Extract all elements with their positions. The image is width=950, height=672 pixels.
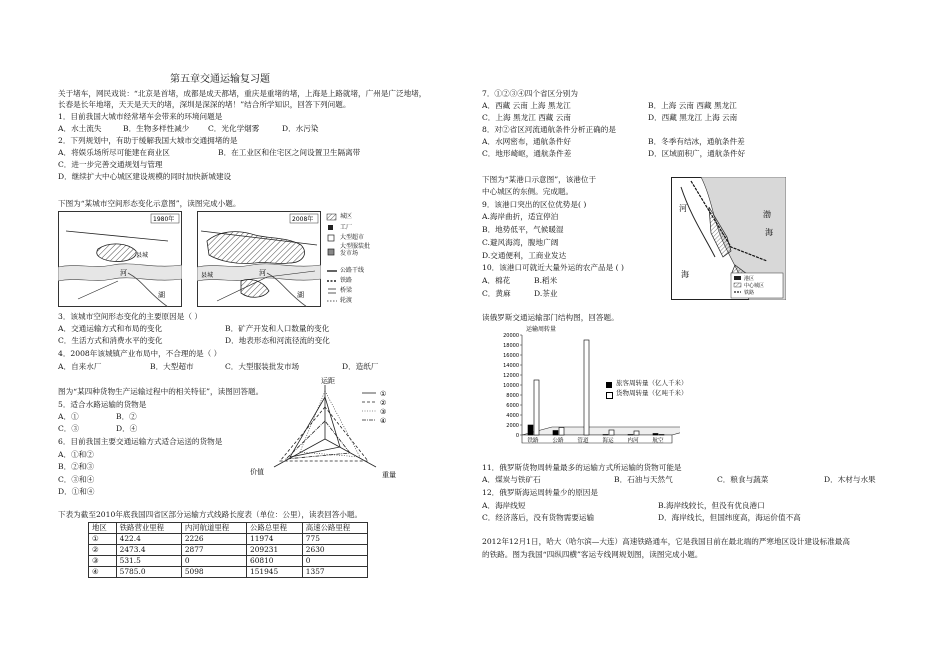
q1-option-a: A．水土流失 [58, 124, 102, 133]
q6-option-a: A．①和② [58, 450, 94, 459]
q1-option-d: D．水污染 [282, 124, 319, 133]
map-river-label: 河 [120, 269, 127, 277]
legend-swatch-passenger [606, 382, 612, 388]
port-map-bo: 渤 [763, 210, 771, 219]
q4-option-b: B．大型超市 [150, 362, 194, 371]
question-2: 2．下列规划中，有助于缓解我国大城市交通拥堵的是 [58, 136, 238, 145]
table-cell: 151945 [247, 567, 303, 578]
q11-option-a: A．煤炭与铁矿石 [482, 475, 541, 484]
x-tick-label: 内河 [627, 438, 639, 444]
q7-option-a: A．西藏 云南 上海 黑龙江 [482, 101, 571, 110]
y-tick-label: 10000 [503, 383, 519, 389]
table-cell: ④ [89, 567, 117, 578]
legend-label-passenger: 旅客周转量（亿人千米） [616, 379, 688, 387]
map-legend [326, 211, 370, 307]
legend-highway: 公路干线 [340, 267, 365, 274]
map-lake-label-2: 湖 [297, 291, 304, 299]
bar-freight [559, 428, 564, 436]
table-cell: 60810 [247, 556, 303, 567]
q5-option-d: D．④ [116, 424, 138, 433]
map-year-2008: 2008年 [292, 216, 314, 223]
q10-option-a: A．棉花 [482, 276, 511, 285]
table-cell: 11974 [247, 534, 303, 545]
map-lake-label: 湖 [158, 291, 165, 299]
radar-legend-2: ② [380, 399, 387, 407]
port-map-he: 河 [679, 204, 687, 213]
q9-option-d: D.交通便利，工商业发达 [482, 251, 567, 260]
chart-intro: 读俄罗斯交通运输部门结构图，回答题。 [482, 313, 619, 322]
q6-option-c: C．③和④ [58, 475, 95, 484]
q1-option-b: B．生物多样性减少 [123, 124, 190, 133]
table-header: 铁路营业里程 [116, 523, 181, 534]
legend-city: 城区 [340, 213, 353, 220]
table-intro: 下表为截至2010年底我国四省区部分运输方式线路长度表（单位：公里），读表回答小题。 [58, 510, 363, 519]
question-1: 1．目前我国大城市经常堵车会带来的环境问题是 [58, 112, 223, 121]
q7-option-b: B．上海 云南 西藏 黑龙江 [648, 101, 737, 110]
q11-option-c: C．粮食与蔬菜 [717, 475, 769, 484]
final-paragraph-2: 的铁路。图为我国“四纵四横”客运专线网规划图，读图完成小题。 [482, 550, 703, 559]
q10-option-d: D.茶业 [534, 289, 558, 298]
x-tick-label: 铁路 [527, 438, 539, 444]
table-cell: 2630 [302, 545, 367, 556]
table-header: 内河航道里程 [181, 523, 246, 534]
x-tick-label: 公路 [552, 438, 564, 444]
radar-legend-3: ③ [380, 408, 387, 416]
q12-option-a: A．海岸线短 [482, 501, 526, 510]
port-map-hai2: 海 [765, 228, 773, 237]
legend-market: 大型服装批发市场 [340, 243, 371, 257]
q8-option-d: D．区域面积广，通航条件好 [648, 149, 746, 158]
q3-option-b: B．矿产开发和人口数量的变化 [225, 324, 330, 333]
bar-freight [609, 430, 614, 435]
q8-option-b: B．冬季有结冰，通航条件差 [648, 137, 745, 146]
question-4: 4．2008年该城镇产业布局中，不合理的是（ ） [58, 349, 222, 358]
question-12: 12．俄罗斯海运周转量少的原因是 [482, 488, 598, 497]
table-row [89, 534, 368, 545]
y-tick-label: 0 [515, 433, 519, 439]
port-map [671, 177, 786, 300]
y-tick-label: 6000 [506, 403, 519, 409]
final-paragraph-1: 2012年12月1日，哈大（哈尔滨—大连）高速铁路通车，它是我国目前在最北端的严寒地区设计建设标准最高 [482, 537, 850, 546]
question-8: 8．对②省区河流通航条件分析正确的是 [482, 125, 616, 134]
page-title: 第五章交通运输复习题 [170, 74, 270, 85]
q4-option-a: A．自来水厂 [58, 362, 102, 371]
bar-passenger [628, 435, 633, 436]
q9-option-b: B．地势低平，气候暖湿 [482, 225, 564, 234]
transport-length-table [88, 522, 368, 578]
q6-option-d: D．①和④ [58, 487, 95, 496]
table-header: 高速公路里程 [302, 523, 367, 534]
table-cell: 5098 [181, 567, 246, 578]
q9-option-a: A.海岸曲折，适宜停泊 [482, 212, 559, 221]
x-tick-label: 海运 [602, 438, 614, 444]
table-header: 公路总里程 [247, 523, 303, 534]
legend-supermarket: 大型超市 [340, 234, 365, 241]
legend-label-freight: 货物周转量（亿吨千米） [616, 389, 688, 397]
table-row [89, 545, 368, 556]
radar-axis-top: 运距 [321, 377, 335, 385]
q8-option-c: C．地形崎岖，通航条件差 [482, 149, 572, 158]
y-tick-label: 18000 [503, 343, 519, 349]
radar-intro: 图为“某四种货物生产运输过程中的相关特征”，读图回答题。 [58, 387, 264, 396]
y-tick-label: 8000 [506, 393, 519, 399]
bar-passenger [603, 435, 608, 436]
q4-option-c: C．大型服装批发市场 [225, 362, 300, 371]
table-cell: 422.4 [116, 534, 181, 545]
y-axis-label: 运输周转量 [526, 326, 557, 333]
radar-legend-4: ④ [380, 417, 387, 425]
port-intro-1: 下图为“某港口示意图”，该港位于 [482, 175, 597, 184]
port-legend-rail: 铁路 [744, 290, 755, 296]
x-tick-label: 管道 [577, 438, 589, 444]
legend-swatch-freight [606, 392, 613, 399]
bar-passenger [528, 425, 533, 435]
right-column [480, 0, 950, 672]
table-cell: 5785.0 [116, 567, 181, 578]
map-town-label: 县城 [136, 252, 149, 259]
radar-axis-left: 价值 [250, 468, 264, 476]
q10-option-c: C．黄麻 [482, 289, 511, 298]
bar-passenger [553, 431, 558, 436]
table-row [89, 567, 368, 578]
q3-option-c: C．生活方式和消费水平的变化 [58, 336, 163, 345]
q10-option-b: B.稻米 [534, 276, 558, 285]
radar-chart [250, 377, 410, 485]
question-3: 3．该城市空间形态变化的主要原因是（ ） [58, 312, 202, 321]
question-10: 10．该港口可就近大量外运的农产品是 ( ) [482, 263, 624, 272]
intro-line-1: 关于堵车，网民戏说：“北京是首堵，成都是成天都堵，重庆是重堵的堵，上海是上路就堵，广州是广泛地堵， [58, 89, 427, 98]
q3-option-a: A．交通运输方式和布局的变化 [58, 324, 163, 333]
q2-option-b: B．在工业区和住宅区之间设置卫生隔离带 [218, 148, 361, 157]
legend-factory: 工厂 [340, 224, 353, 231]
q5-option-b: B．② [116, 412, 137, 421]
table-cell: 0 [181, 556, 246, 567]
table-cell: 2473.4 [116, 545, 181, 556]
question-9: 9．该港口突出的区位优势是( ) [482, 200, 587, 209]
question-11: 11．俄罗斯货物周转量最多的运输方式所运输的货物可能是 [482, 463, 682, 472]
legend-bridge: 桥梁 [340, 287, 353, 294]
q2-option-d: D．继续扩大中心城区建设规模的同时加快新城建设 [58, 172, 232, 181]
table-cell: 531.5 [116, 556, 181, 567]
y-tick-label: 14000 [503, 363, 519, 369]
radar-legend-1: ① [380, 390, 387, 398]
table-cell: ③ [89, 556, 117, 567]
bar-freight [534, 380, 539, 435]
chart-legend [606, 381, 716, 405]
y-tick-label: 2000 [506, 423, 519, 429]
x-tick-label: 航空 [652, 438, 664, 444]
radar-axis-right: 重量 [382, 471, 396, 479]
y-tick-label: 20000 [503, 333, 519, 339]
q4-option-d: D．造纸厂 [342, 362, 379, 371]
legend-ferry: 轮渡 [340, 297, 353, 304]
q11-option-d: D．木材与水果 [824, 475, 876, 484]
table-cell: 2226 [181, 534, 246, 545]
table-cell: 775 [302, 534, 367, 545]
port-map-hai: 海 [681, 270, 689, 279]
legend-railway: 铁路 [340, 277, 353, 284]
bar-passenger [653, 434, 658, 436]
city-map-2008 [197, 211, 321, 307]
q5-option-c: C．③ [58, 424, 79, 433]
table-cell: 0 [302, 556, 367, 567]
question-7: 7．①②③④四个省区分别为 [482, 89, 578, 98]
port-intro-2: 中心城区的东侧。完成题。 [482, 187, 574, 196]
table-cell: 209231 [247, 545, 303, 556]
bar-freight [634, 431, 639, 435]
q2-option-c: C．进一步完善交通规划与管理 [58, 160, 163, 169]
chart-floor-front [522, 435, 672, 443]
q7-option-c: C．上海 黑龙江 西藏 云南 [482, 113, 571, 122]
q9-option-c: C.避风海湾，腹地广阔 [482, 238, 559, 247]
y-tick-label: 4000 [506, 413, 519, 419]
q12-option-c: C．经济落后，没有货物需要运输 [482, 513, 595, 522]
q5-option-a: A．① [58, 412, 79, 421]
q11-option-b: B．石油与天然气 [614, 475, 673, 484]
table-cell: 1357 [302, 567, 367, 578]
q12-option-d: D．海岸线长，但国纬度高，海运价值不高 [658, 513, 801, 522]
bar-freight [659, 435, 664, 436]
table-cell: ② [89, 545, 117, 556]
map-river-label-2: 河 [259, 269, 266, 277]
table-header: 地区 [89, 523, 117, 534]
bar-freight [584, 340, 589, 435]
table-cell: 2877 [181, 545, 246, 556]
q7-option-d: D．西藏 黑龙江 上海 云南 [648, 113, 738, 122]
y-tick-label: 16000 [503, 353, 519, 359]
q12-option-b: B.海岸线较长，但没有优良港口 [658, 501, 765, 510]
q3-option-d: D．地表形态和河流径流的变化 [225, 336, 330, 345]
city-map-1980 [58, 211, 182, 307]
q6-option-b: B．②和③ [58, 462, 94, 471]
question-5: 5．适合水路运输的货物是 [58, 400, 147, 409]
table-header-row [89, 523, 368, 534]
map-year-1980: 1980年 [153, 216, 175, 223]
map-intro: 下图为“某城市空间形态变化示意图”，读图完成小题。 [58, 199, 241, 208]
question-6: 6．目前我国主要交通运输方式适合运送的货物是 [58, 437, 223, 446]
intro-line-2: 长春是长年地堵，天天是天天的堵，深圳是深深的堵！”结合所学知识，回答下列问题。 [58, 100, 351, 109]
table-cell: ① [89, 534, 117, 545]
port-legend-center: 中心城区 [744, 283, 765, 289]
port-legend-port: 港区 [744, 276, 755, 282]
table-row [89, 556, 368, 567]
q1-option-c: C．光化学烟雾 [208, 124, 260, 133]
q8-option-a: A．水网密布，通航条件好 [482, 137, 572, 146]
q2-option-a: A．将娱乐场所尽可能建在商业区 [58, 148, 170, 157]
map-town-label-2: 县城 [201, 272, 214, 279]
y-tick-label: 12000 [503, 373, 519, 379]
